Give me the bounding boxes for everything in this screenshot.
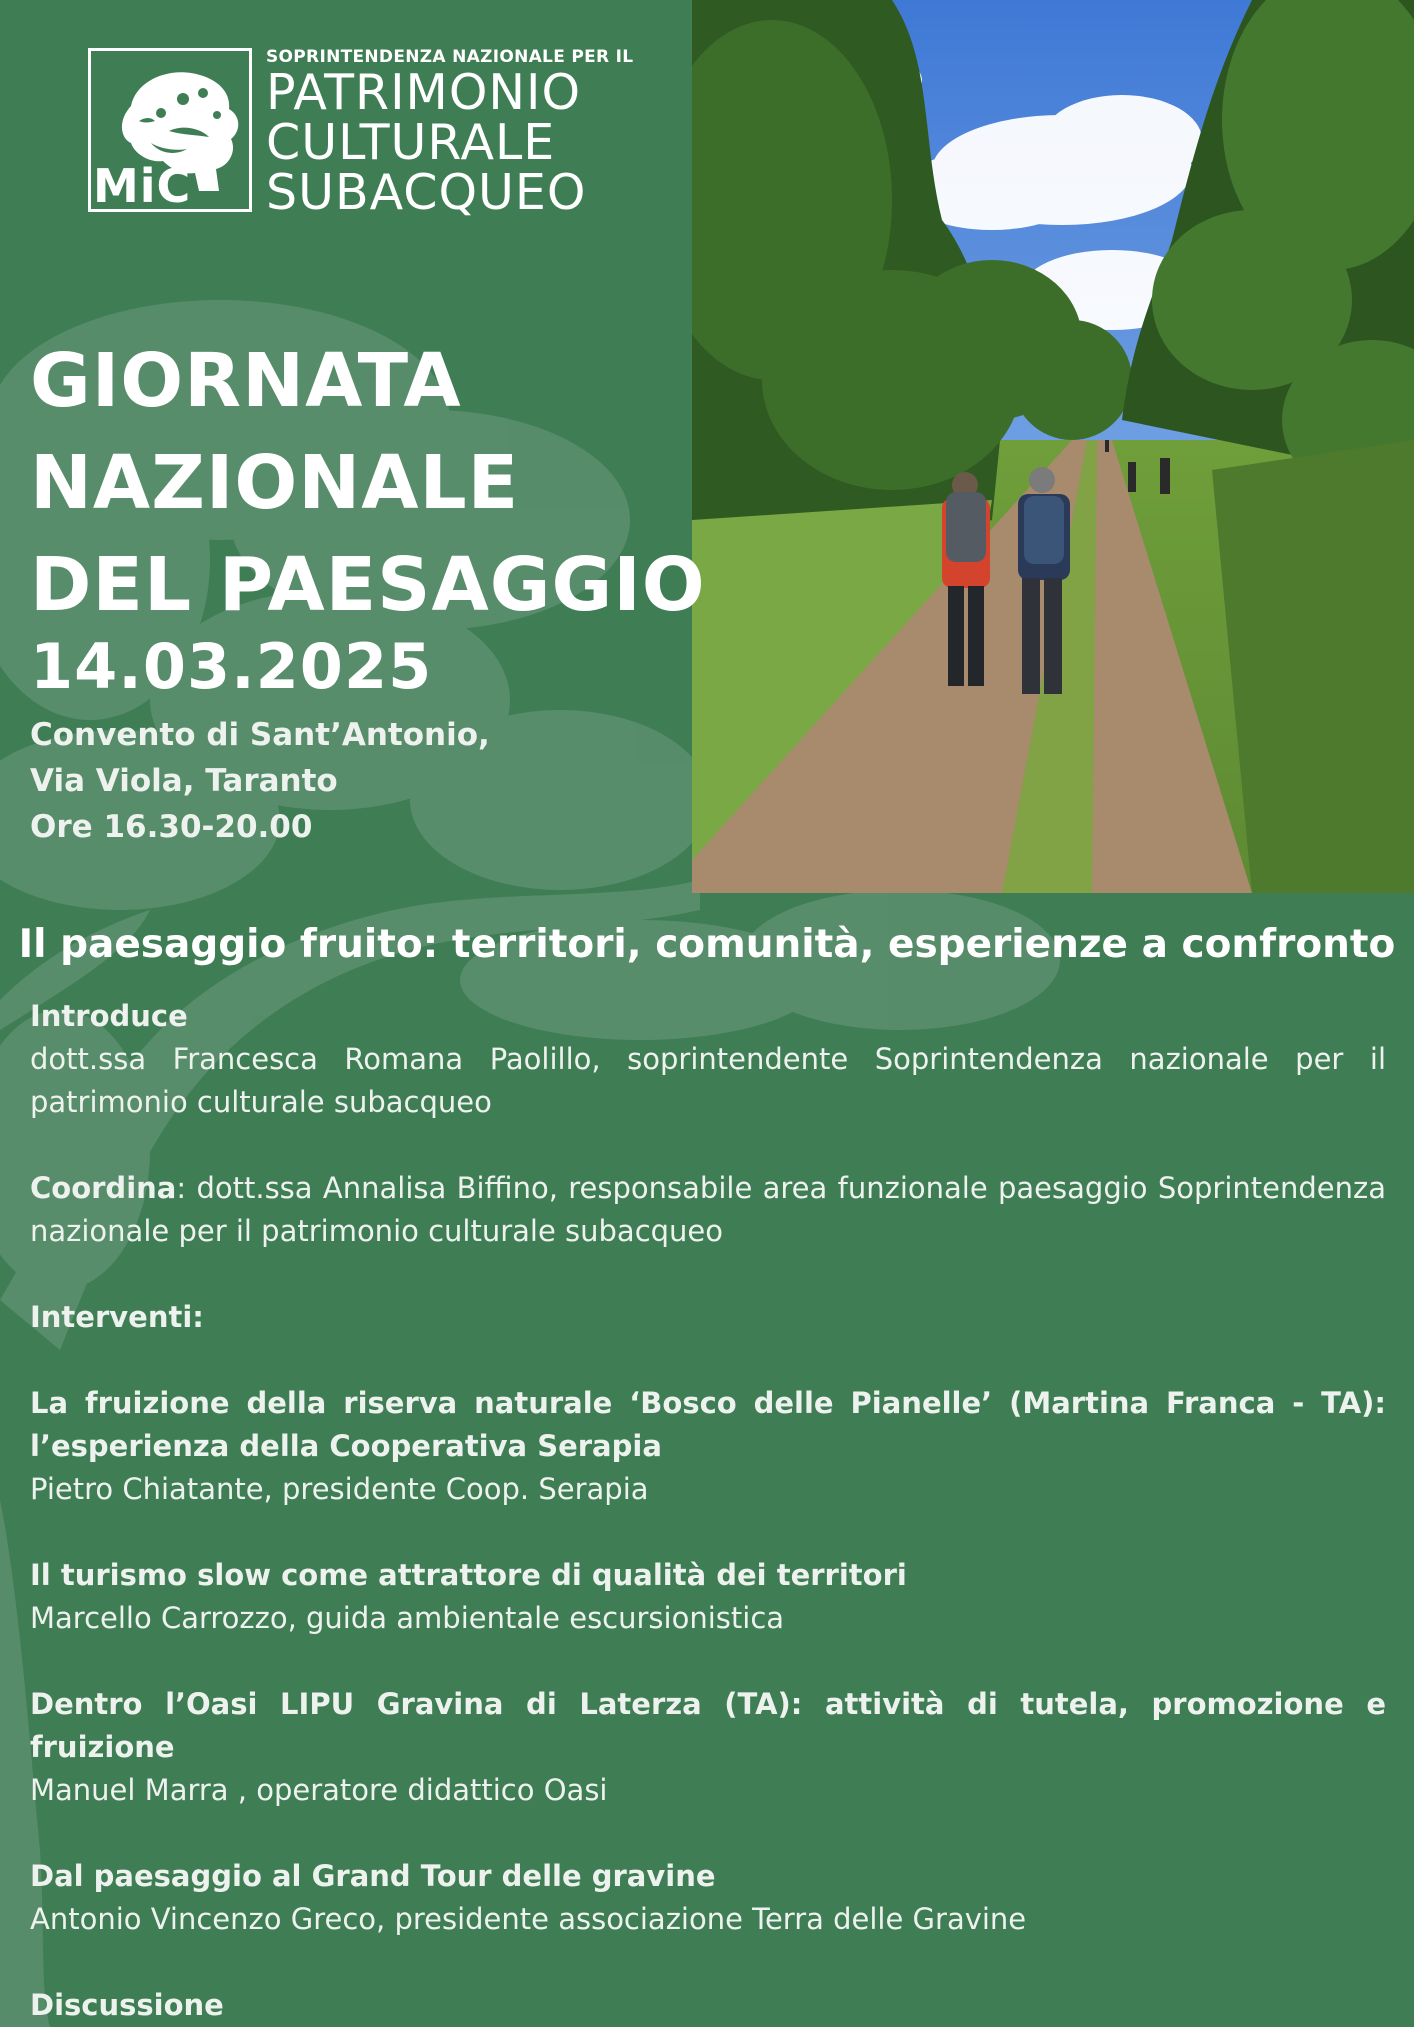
- talk-title: Dentro l’Oasi LIPU Gravina di Laterza (TA): attività di tutela, promozione e fruizione: [30, 1687, 1386, 1764]
- talk-title: La fruizione della riserva naturale ‘Bosco delle Pianelle’ (Martina Franca - TA): l’esperienza della Cooperativa Serapia: [30, 1386, 1386, 1463]
- venue-line-1: Convento di Sant’Antonio,: [30, 717, 490, 753]
- logo-text: [266, 46, 634, 221]
- event-date: 14.03.2025: [30, 630, 433, 703]
- event-title: [30, 330, 706, 636]
- talk-speaker: Antonio Vincenzo Greco, presidente associazione Terra delle Gravine: [30, 1902, 1027, 1936]
- talk-title: Il turismo slow come attrattore di qualità dei territori: [30, 1558, 907, 1592]
- discussione-label: Discussione: [30, 1988, 224, 2022]
- coordina-line: [30, 1167, 1386, 1253]
- introduce-label: Introduce: [30, 999, 188, 1033]
- talk-speaker: Manuel Marra , operatore didattico Oasi: [30, 1773, 608, 1807]
- logo-line-3: SUBACQUEO: [266, 164, 587, 221]
- title-line-2: NAZIONALE: [30, 440, 520, 526]
- program: [30, 995, 1386, 2027]
- coordina-label: Coordina: [30, 1171, 177, 1205]
- logo: [88, 47, 634, 221]
- title-line-1: GIORNATA: [30, 338, 462, 424]
- logo-emblem: [88, 48, 252, 212]
- logo-line-2: CULTURALE: [266, 114, 556, 171]
- coordina-text: : dott.ssa Annalisa Biffino, responsabile area funzionale paesaggio Soprintendenza nazionale per il patrimonio culturale subacqueo: [30, 1171, 1386, 1248]
- logo-mic: MiC: [93, 159, 192, 213]
- event-venue: [30, 712, 490, 850]
- logo-small-line: SOPRINTENDENZA NAZIONALE PER IL: [266, 47, 634, 67]
- interventi-label: Interventi:: [30, 1300, 204, 1334]
- talk-speaker: Pietro Chiatante, presidente Coop. Serapia: [30, 1472, 649, 1506]
- logo-line-1: PATRIMONIO: [266, 64, 582, 121]
- title-line-3: DEL PAESAGGIO: [30, 542, 706, 628]
- venue-line-3: Ore 16.30-20.00: [30, 809, 313, 845]
- hikers-photo: [692, 0, 1414, 893]
- venue-line-2: Via Viola, Taranto: [30, 763, 338, 799]
- introduce-text: dott.ssa Francesca Romana Paolillo, soprintendente Soprintendenza nazionale per il patrimonio culturale subacqueo: [30, 1042, 1386, 1119]
- event-subtitle: Il paesaggio fruito: territori, comunità, esperienze a confronto: [18, 922, 1396, 967]
- talk-title: Dal paesaggio al Grand Tour delle gravine: [30, 1859, 716, 1893]
- talk-speaker: Marcello Carrozzo, guida ambientale escursionistica: [30, 1601, 785, 1635]
